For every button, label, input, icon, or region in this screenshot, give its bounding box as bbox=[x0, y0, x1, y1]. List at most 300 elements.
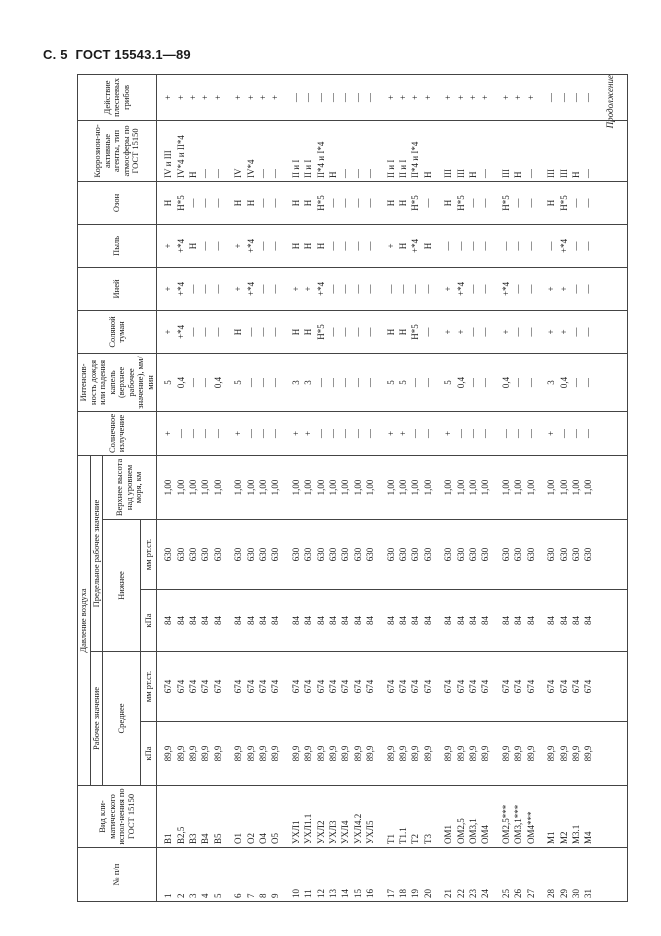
cell-value: Н bbox=[328, 171, 338, 178]
cell-value: 5 bbox=[385, 380, 396, 385]
cell-value: 84 bbox=[583, 616, 594, 625]
cell-value: 674 bbox=[525, 679, 536, 694]
cell-value: 674 bbox=[500, 679, 511, 694]
cell-value: 5 bbox=[443, 380, 454, 385]
cell-value: 30 bbox=[570, 889, 581, 898]
cell-value: 89,9 bbox=[245, 745, 256, 762]
cell-value: — bbox=[583, 198, 594, 208]
cell-value: 1 bbox=[163, 893, 174, 898]
cell-value: 1,00 bbox=[352, 479, 363, 496]
group-gap bbox=[224, 655, 232, 718]
cell-value: — bbox=[328, 92, 338, 102]
cell-value: — bbox=[558, 92, 569, 102]
cell-value: — bbox=[270, 168, 281, 178]
cell-value: 674 bbox=[480, 679, 491, 694]
cell-value: В5 bbox=[212, 833, 223, 844]
cell-value: + bbox=[513, 94, 524, 100]
cell-value: — bbox=[480, 168, 491, 178]
col-frost bbox=[157, 267, 628, 310]
group-gap bbox=[377, 789, 385, 844]
cell-value: — bbox=[570, 428, 581, 438]
cell-value: О4 bbox=[257, 833, 268, 844]
cell-value: 674 bbox=[352, 679, 363, 694]
cell-value: — bbox=[352, 241, 363, 251]
cell-value: Н bbox=[290, 199, 301, 207]
cell-value: — bbox=[468, 241, 479, 251]
group-gap bbox=[224, 78, 232, 117]
cell-value: 17 bbox=[385, 889, 396, 898]
cell-value: Н bbox=[570, 171, 581, 178]
cell-value: 1,00 bbox=[187, 479, 198, 496]
group-gap bbox=[282, 415, 290, 452]
cell-value: УХЛ1.1 bbox=[303, 813, 314, 844]
group-gap bbox=[434, 271, 442, 307]
group-gap bbox=[377, 725, 385, 782]
cell-value: 630 bbox=[270, 547, 281, 562]
cell-value: +*4 bbox=[455, 281, 466, 296]
cell-value: III bbox=[500, 168, 511, 178]
cell-value: 84 bbox=[245, 616, 256, 625]
cell-value: 89,9 bbox=[513, 745, 524, 762]
col-dust bbox=[157, 224, 628, 267]
group-gap bbox=[224, 314, 232, 350]
cell-value: — bbox=[513, 377, 524, 387]
cell-value: — bbox=[212, 428, 223, 438]
group-gap bbox=[492, 271, 500, 307]
cell-value: 84 bbox=[570, 616, 581, 625]
cell-value: 674 bbox=[175, 679, 186, 694]
cell-value: — bbox=[257, 327, 268, 337]
group-gap bbox=[492, 789, 500, 844]
cell-value: — bbox=[422, 428, 433, 438]
group-gap bbox=[224, 357, 232, 408]
group-gap bbox=[434, 185, 442, 221]
cell-value: — bbox=[270, 428, 281, 438]
group-gap bbox=[492, 357, 500, 408]
cell-value: 29 bbox=[558, 889, 569, 898]
cell-value: 674 bbox=[257, 679, 268, 694]
cell-value: 674 bbox=[163, 679, 174, 694]
cell-value: — bbox=[257, 428, 268, 438]
cell-value: 674 bbox=[315, 679, 326, 694]
cell-value: 31 bbox=[583, 889, 594, 898]
group-gap bbox=[282, 124, 290, 178]
cell-value: 630 bbox=[233, 547, 244, 562]
header-version: Вид кли-матического испол-нения по ГОСТ 15150 bbox=[78, 786, 157, 848]
header-working: Рабочее значение bbox=[90, 652, 103, 786]
group-gap bbox=[492, 459, 500, 516]
cell-value: 630 bbox=[558, 547, 569, 562]
cell-value: + bbox=[233, 243, 244, 249]
cell-value: — bbox=[480, 428, 491, 438]
cell-value: 89,9 bbox=[175, 745, 186, 762]
cell-value: 21 bbox=[443, 889, 454, 898]
cell-value: 630 bbox=[290, 547, 301, 562]
cell-value: III bbox=[558, 168, 569, 178]
cell-value: Н*5 bbox=[558, 195, 569, 211]
group-gap bbox=[492, 851, 500, 898]
cell-value: 84 bbox=[443, 616, 454, 625]
cell-value: Т2 bbox=[410, 834, 421, 844]
group-gap bbox=[434, 124, 442, 178]
cell-value: 5 bbox=[163, 380, 174, 385]
group-gap bbox=[537, 185, 545, 221]
header-num: № п/п bbox=[78, 848, 157, 902]
cell-value: — bbox=[352, 428, 363, 438]
cell-value: 630 bbox=[385, 547, 396, 562]
cell-value: — bbox=[212, 168, 223, 178]
cell-value: — bbox=[175, 428, 186, 438]
cell-value: — bbox=[468, 377, 479, 387]
cell-value: Н bbox=[290, 242, 301, 250]
group-gap bbox=[434, 523, 442, 586]
group-gap bbox=[537, 523, 545, 586]
cell-value: + bbox=[163, 430, 174, 436]
cell-value: 674 bbox=[385, 679, 396, 694]
continuation-label: Продолжение bbox=[605, 75, 615, 129]
group-gap bbox=[492, 78, 500, 117]
cell-value: — bbox=[455, 241, 466, 251]
cell-value: — bbox=[212, 327, 223, 337]
cell-value: — bbox=[525, 284, 536, 294]
cell-value: + bbox=[187, 94, 198, 100]
cell-value: — bbox=[365, 327, 376, 337]
cell-value: Н*5 bbox=[500, 195, 511, 211]
group-gap bbox=[537, 357, 545, 408]
cell-value: — bbox=[480, 241, 491, 251]
group-gap bbox=[537, 228, 545, 264]
cell-value: Н bbox=[422, 171, 433, 178]
header-air-pressure: Давление воздуха bbox=[78, 455, 91, 785]
cell-value: — bbox=[328, 284, 338, 294]
cell-value: 84 bbox=[257, 616, 268, 625]
cell-value: 674 bbox=[340, 679, 351, 694]
col-low-mmhg bbox=[157, 520, 628, 590]
cell-value: 89,9 bbox=[163, 745, 174, 762]
group-gap bbox=[282, 725, 290, 782]
cell-value: — bbox=[187, 284, 198, 294]
cell-value: + bbox=[212, 94, 223, 100]
cell-value: IV и III bbox=[163, 150, 174, 178]
cell-value: 84 bbox=[315, 616, 326, 625]
group-gap bbox=[282, 185, 290, 221]
cell-value: 1,00 bbox=[410, 479, 421, 496]
cell-value: — bbox=[422, 198, 433, 208]
cell-value: — bbox=[340, 377, 351, 387]
cell-value: В3 bbox=[187, 833, 198, 844]
cell-value: IV*4 и II*4 bbox=[175, 135, 186, 178]
cell-value: 1,00 bbox=[480, 479, 491, 496]
group-gap bbox=[224, 415, 232, 452]
cell-value: 674 bbox=[513, 679, 524, 694]
cell-value: УХЛ4 bbox=[340, 820, 351, 844]
cell-value: — bbox=[340, 92, 351, 102]
group-gap bbox=[537, 459, 545, 516]
cell-value: 6 bbox=[233, 893, 244, 898]
cell-value: 84 bbox=[385, 616, 396, 625]
header-fog: Соляной туман bbox=[78, 310, 157, 353]
cell-value: Н bbox=[187, 242, 198, 250]
cell-value: Т3 bbox=[422, 834, 433, 844]
group-gap bbox=[492, 725, 500, 782]
cell-value: — bbox=[570, 241, 581, 251]
cell-value: — bbox=[212, 284, 223, 294]
cell-value: 630 bbox=[513, 547, 524, 562]
cell-value: — bbox=[468, 284, 479, 294]
cell-value: + bbox=[163, 286, 174, 292]
cell-value: 89,9 bbox=[365, 745, 376, 762]
cell-value: — bbox=[200, 241, 211, 251]
cell-value: 1,00 bbox=[513, 479, 524, 496]
group-gap bbox=[224, 725, 232, 782]
cell-value: 1,00 bbox=[303, 479, 314, 496]
cell-value: — bbox=[270, 327, 281, 337]
cell-value: + bbox=[525, 94, 536, 100]
cell-value: — bbox=[468, 428, 479, 438]
cell-value: 89,9 bbox=[443, 745, 454, 762]
cell-value: — bbox=[583, 428, 594, 438]
cell-value: 8 bbox=[257, 893, 268, 898]
header-lower: Нижнее bbox=[103, 520, 141, 652]
cell-value: Н*5 bbox=[175, 195, 186, 211]
cell-value: 1,00 bbox=[200, 479, 211, 496]
cell-value: + bbox=[385, 430, 396, 436]
cell-value: УХЛ2 bbox=[315, 820, 326, 844]
col-solar bbox=[157, 411, 628, 455]
header-low-kpa: кПа bbox=[141, 590, 157, 652]
cell-value: III bbox=[443, 168, 454, 178]
cell-value: 18 bbox=[398, 889, 409, 898]
cell-value: 89,9 bbox=[583, 745, 594, 762]
cell-value: М2 bbox=[558, 831, 569, 844]
cell-value: +*4 bbox=[410, 238, 421, 253]
cell-value: 0,4 bbox=[558, 376, 569, 389]
cell-value: 674 bbox=[245, 679, 256, 694]
cell-value: — bbox=[340, 198, 351, 208]
cell-value: — bbox=[187, 327, 198, 337]
cell-value: 26 bbox=[513, 889, 524, 898]
cell-value: 630 bbox=[480, 547, 491, 562]
cell-value: — bbox=[480, 377, 491, 387]
group-gap bbox=[377, 78, 385, 117]
cell-value: 16 bbox=[365, 889, 376, 898]
page-number: С. 5 bbox=[43, 47, 68, 62]
cell-value: — bbox=[525, 377, 536, 387]
group-gap bbox=[537, 851, 545, 898]
cell-value: 84 bbox=[513, 616, 524, 625]
cell-value: 1,00 bbox=[290, 479, 301, 496]
cell-value: — bbox=[328, 327, 338, 337]
header-fungi: Действие плесневых грибов bbox=[78, 74, 157, 120]
standard-code: ГОСТ 15543.1—89 bbox=[75, 47, 191, 62]
cell-value: 674 bbox=[546, 679, 557, 694]
cell-value: 674 bbox=[187, 679, 198, 694]
cell-value: 1,00 bbox=[315, 479, 326, 496]
cell-value: + bbox=[443, 94, 454, 100]
cell-value: 84 bbox=[212, 616, 223, 625]
cell-value: II и I bbox=[385, 159, 396, 178]
cell-value: — bbox=[480, 327, 491, 337]
group-gap bbox=[224, 228, 232, 264]
cell-value: 89,9 bbox=[233, 745, 244, 762]
cell-value: 1,00 bbox=[546, 479, 557, 496]
cell-value: + bbox=[500, 94, 511, 100]
group-gap bbox=[434, 789, 442, 844]
cell-value: + bbox=[546, 286, 557, 292]
cell-value: — bbox=[365, 168, 376, 178]
cell-value: — bbox=[245, 377, 256, 387]
cell-value: 630 bbox=[365, 547, 376, 562]
cell-value: — bbox=[513, 327, 524, 337]
cell-value: — bbox=[422, 284, 433, 294]
group-gap bbox=[434, 357, 442, 408]
cell-value: 89,9 bbox=[398, 745, 409, 762]
cell-value: 0,4 bbox=[175, 376, 186, 389]
cell-value: Н bbox=[398, 199, 409, 207]
cell-value: 630 bbox=[340, 547, 351, 562]
cell-value: — bbox=[525, 168, 536, 178]
cell-value: 24 bbox=[480, 889, 491, 898]
cell-value: 23 bbox=[468, 889, 479, 898]
cell-value: — bbox=[570, 377, 581, 387]
cell-value: + bbox=[303, 430, 314, 436]
cell-value: ОМ3,1*** bbox=[513, 804, 524, 844]
cell-value: + bbox=[290, 286, 301, 292]
cell-value: II*4 и I*4 bbox=[315, 141, 326, 178]
cell-value: — bbox=[340, 241, 351, 251]
cell-value: +*4 bbox=[175, 324, 186, 339]
cell-value: — bbox=[352, 92, 363, 102]
cell-value: 89,9 bbox=[558, 745, 569, 762]
cell-value: 84 bbox=[303, 616, 314, 625]
group-gap bbox=[282, 593, 290, 648]
group-gap bbox=[377, 415, 385, 452]
cell-value: 1,00 bbox=[455, 479, 466, 496]
cell-value: 89,9 bbox=[410, 745, 421, 762]
cell-value: — bbox=[257, 241, 268, 251]
cell-value: 84 bbox=[410, 616, 421, 625]
header-ozone: Озон bbox=[78, 181, 157, 224]
cell-value: — bbox=[525, 428, 536, 438]
cell-value: — bbox=[570, 327, 581, 337]
cell-value: 0,4 bbox=[455, 376, 466, 389]
cell-value: — bbox=[340, 428, 351, 438]
cell-value: — bbox=[480, 284, 491, 294]
cell-value: 674 bbox=[455, 679, 466, 694]
cell-value: Н bbox=[187, 171, 198, 178]
group-gap bbox=[224, 789, 232, 844]
cell-value: + bbox=[270, 94, 281, 100]
cell-value: +*4 bbox=[315, 281, 326, 296]
cell-value: 1,00 bbox=[583, 479, 594, 496]
cell-value: + bbox=[163, 243, 174, 249]
cell-value: — bbox=[443, 241, 454, 251]
cell-value: Н bbox=[398, 242, 409, 250]
cell-value: УХЛ1 bbox=[290, 820, 301, 844]
group-gap bbox=[377, 314, 385, 350]
cell-value: 630 bbox=[583, 547, 594, 562]
cell-value: — bbox=[583, 168, 594, 178]
table-body-row bbox=[157, 74, 628, 901]
cell-value: — bbox=[340, 284, 351, 294]
cell-value: + bbox=[443, 329, 454, 335]
cell-value: + bbox=[233, 286, 244, 292]
cell-value: II и I bbox=[398, 159, 409, 178]
cell-value: 7 bbox=[245, 893, 256, 898]
group-gap bbox=[282, 523, 290, 586]
cell-value: + bbox=[233, 430, 244, 436]
cell-value: 89,9 bbox=[500, 745, 511, 762]
cell-value: 630 bbox=[570, 547, 581, 562]
cell-value: 3 bbox=[303, 380, 314, 385]
cell-value: IV bbox=[233, 168, 244, 178]
cell-value: УХЛ5 bbox=[365, 820, 376, 844]
cell-value: — bbox=[328, 377, 338, 387]
group-gap bbox=[492, 228, 500, 264]
cell-value: II*4 и I*4 bbox=[410, 141, 421, 178]
cell-value: 674 bbox=[233, 679, 244, 694]
cell-value: 630 bbox=[546, 547, 557, 562]
cell-value: + bbox=[175, 94, 186, 100]
cell-value: — bbox=[525, 241, 536, 251]
cell-value: — bbox=[315, 92, 326, 102]
cell-value: — bbox=[422, 327, 433, 337]
cell-value: Н bbox=[233, 328, 244, 336]
cell-value: 674 bbox=[468, 679, 479, 694]
cell-value: 9 bbox=[270, 893, 281, 898]
group-gap bbox=[377, 523, 385, 586]
header-low-mmhg: мм рт.ст. bbox=[141, 520, 157, 590]
cell-value: ОМ4 bbox=[480, 824, 491, 844]
header-corrosive: Коррозион-но-активные агенты, тип атмосферы по ГОСТ 15150 bbox=[78, 120, 157, 181]
header-average: Среднее bbox=[103, 652, 141, 786]
cell-value: — bbox=[546, 241, 557, 251]
cell-value: 89,9 bbox=[480, 745, 491, 762]
cell-value: — bbox=[200, 168, 211, 178]
cell-value: — bbox=[352, 377, 363, 387]
cell-value: — bbox=[187, 198, 198, 208]
cell-value: — bbox=[398, 284, 409, 294]
cell-value: 84 bbox=[422, 616, 433, 625]
cell-value: 13 bbox=[328, 889, 338, 898]
group-gap bbox=[282, 459, 290, 516]
group-gap bbox=[224, 185, 232, 221]
cell-value: — bbox=[365, 377, 376, 387]
cell-value: + bbox=[163, 94, 174, 100]
group-gap bbox=[537, 725, 545, 782]
group-gap bbox=[377, 357, 385, 408]
cell-value: 1,00 bbox=[245, 479, 256, 496]
cell-value: 630 bbox=[315, 547, 326, 562]
cell-value: — bbox=[212, 198, 223, 208]
group-gap bbox=[537, 314, 545, 350]
cell-value: + bbox=[398, 430, 409, 436]
cell-value: 1,00 bbox=[570, 479, 581, 496]
group-gap bbox=[492, 655, 500, 718]
cell-value: — bbox=[422, 377, 433, 387]
cell-value: 15 bbox=[352, 889, 363, 898]
cell-value: + bbox=[163, 329, 174, 335]
cell-value: 630 bbox=[422, 547, 433, 562]
cell-value: — bbox=[328, 198, 338, 208]
cell-value: — bbox=[257, 198, 268, 208]
header-dust: Пыль bbox=[78, 224, 157, 267]
cell-value: — bbox=[513, 284, 524, 294]
cell-value: 630 bbox=[398, 547, 409, 562]
cell-value: + bbox=[422, 94, 433, 100]
cell-value: 630 bbox=[245, 547, 256, 562]
cell-value: — bbox=[546, 92, 557, 102]
